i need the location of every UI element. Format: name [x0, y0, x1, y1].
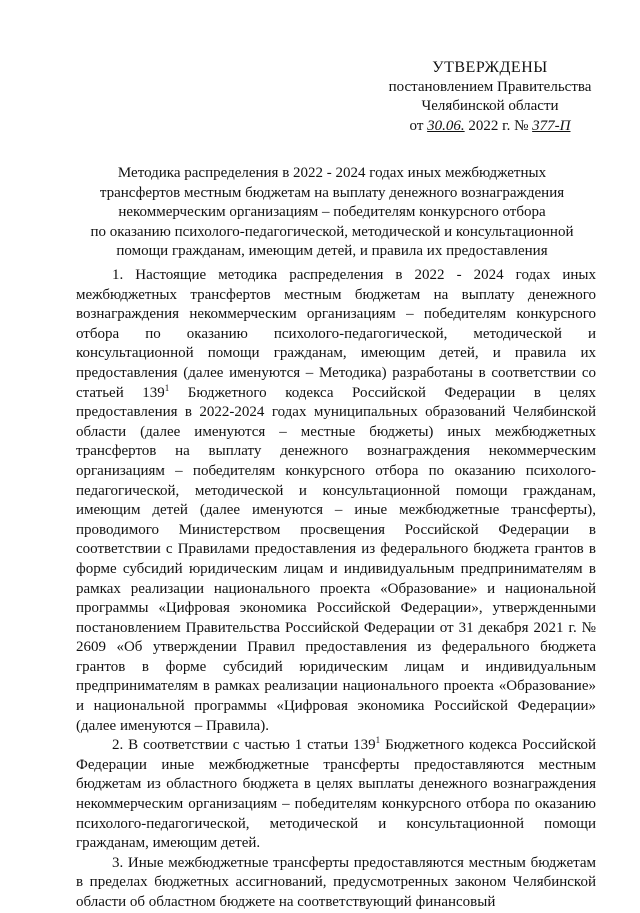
title-line-3: некоммерческим организациям – победителям конкурсного отбора	[118, 204, 546, 220]
paragraph-1-superscript: 1	[164, 382, 170, 393]
date-prefix: от	[409, 117, 424, 134]
paragraph-1-part-a: 1. Настоящие методика распределения в 2022 - 2024 годах иных межбюджетных трансфертов местным бюджетам на выплату денежного вознаграждения некоммерческим организациям – победителям конкурсного отбора по оказанию психолого-педагогической, методической и консультационной помощи гражданам, имеющим детей, и правила их предоставления (далее именуются – Методика) разработаны в соответствии со статьей 139	[76, 267, 596, 401]
approval-date-line	[370, 117, 610, 137]
paragraph-1	[76, 266, 596, 736]
title-line-4: по оказанию психолого-педагогической, методической и консультационной	[90, 223, 574, 240]
approval-number: 377-П	[532, 117, 571, 134]
paragraph-2-part-b: Бюджетного кодекса Российской Федерации иные межбюджетные трансферты предоставляются местным бюджетам из областного бюджета в целях выплаты денежного вознаграждения некоммерческим организациям – победителям конкурсного отбора по оказанию психолого-педагогической, методической и консультационной помощи гражданам, имеющим детей.	[76, 737, 597, 852]
title-line-5: помощи гражданам, имеющим детей, и правила их предоставления	[116, 243, 548, 259]
approval-heading: УТВЕРЖДЕНЫ	[432, 59, 548, 76]
title-line-2: трансфертов местным бюджетам на выплату денежного вознаграждения	[99, 184, 565, 201]
document-title	[72, 164, 592, 262]
approval-date: 30.06.	[427, 117, 465, 134]
paragraph-2-part-a: 2. В соответствии с частью 1 статьи 139	[112, 737, 376, 754]
paragraph-2	[76, 736, 596, 854]
approval-line-1: постановлением Правительства	[388, 78, 592, 95]
title-line-1: Методика распределения в 2022 - 2024 годах иных межбюджетных	[117, 165, 547, 181]
year-text: 2022 г. №	[468, 117, 529, 134]
approval-line-2: Челябинской области	[421, 98, 559, 114]
paragraph-3: 3. Иные межбюджетные трансферты предоставляются местным бюджетам в пределах бюджетных ассигнований, предусмотренных законом Челябинской области об областном бюджете на соответствующий финансовый	[76, 854, 596, 910]
paragraph-2-superscript: 1	[375, 735, 381, 746]
paragraph-1-part-b: Бюджетного кодекса Российской Федерации в целях предоставления в 2022-2024 годах муниципальных образований Челябинской области (далее именуются – местные бюджеты) иных межбюджетных трансфертов на выплату денежного вознаграждения некоммерческим организациям – победителям конкурсного отбора по оказанию психолого-педагогической, методической и консультационной помощи гражданам, имеющим детей (далее именуются – иные межбюджетные трансферты), проводимого Министерством просвещения Российской Федерации в соответствии с Правилами предоставления из федерального бюджета грантов в форме субсидий юридическим лицам и индивидуальным предпринимателям в рамках реализации национального проекта «Образование» и национальной программы «Цифровая экономика Российской Федерации», утвержденными постановлением Правительства Российской Федерации от 31 декабря 2021 г. № 2609 «Об утверждении Правил предоставления из федерального бюджета грантов в форме субсидий юридическим лицам и индивидуальным предпринимателям в рамках реализации национального проекта «Образование» и национальной программы «Цифровая экономика Российской Федерации» (далее именуются – Правила).	[76, 384, 597, 734]
approval-block	[370, 58, 610, 136]
document-body	[76, 266, 596, 913]
